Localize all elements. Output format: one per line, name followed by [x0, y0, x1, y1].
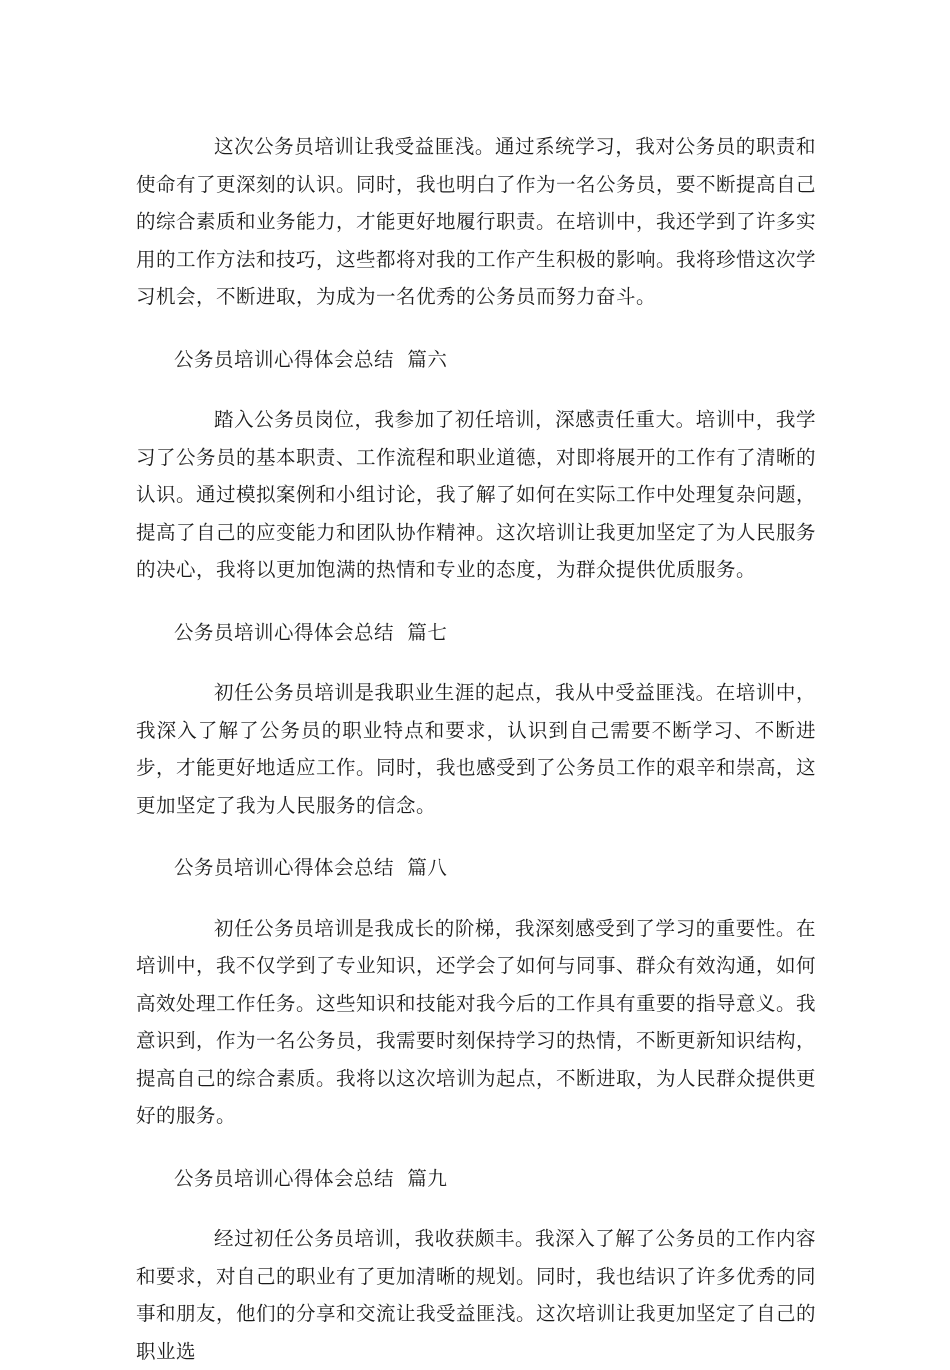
paragraph: 踏入公务员岗位，我参加了初任培训，深感责任重大。培训中，我学习了公务员的基本职责、工作流程和职业道德，对即将展开的工作有了清晰的认识。通过模拟案例和小组讨论，我了解了如何在实际工作中处理复杂问题，提高了自己的应变能力和团队协作精神。这次培训让我更加坚定了为人民服务的决心，我将以更加饱满的热情和专业的态度，为群众提供优质服务。 — [136, 408, 817, 581]
section-heading: 公务员培训心得体会总结 篇九 — [174, 1166, 448, 1190]
document-body — [136, 128, 816, 1370]
paragraph: 经过初任公务员培训，我收获颇丰。我深入了解了公务员的工作内容和要求，对自己的职业有了更加清晰的规划。同时，我也结识了许多优秀的同事和朋友，他们的分享和交流让我受益匪浅。这次培训让我更加坚定了自己的职业选 — [136, 1227, 817, 1363]
paragraph: 初任公务员培训是我成长的阶梯，我深刻感受到了学习的重要性。在培训中，我不仅学到了专业知识，还学会了如何与同事、群众有效沟通，如何高效处理工作任务。这些知识和技能对我今后的工作具有重要的指导意义。我意识到，作为一名公务员，我需要时刻保持学习的热情，不断更新知识结构，提高自己的综合素质。我将以这次培训为起点，不断进取，为人民群众提供更好的服务。 — [136, 916, 817, 1127]
section-heading: 公务员培训心得体会总结 篇八 — [174, 856, 448, 879]
paragraph: 这次公务员培训让我受益匪浅。通过系统学习，我对公务员的职责和使命有了更深刻的认识。同时，我也明白了作为一名公务员，要不断提高自己的综合素质和业务能力，才能更好地履行职责。在培训中，我还学到了许多实用的工作方法和技巧，这些都将对我的工作产生积极的影响。我将珍惜这次学习机会，不断进取，为成为一名优秀的公务员而努力奋斗。 — [136, 135, 817, 308]
section-heading: 公务员培训心得体会总结 篇六 — [174, 347, 448, 371]
section-heading: 公务员培训心得体会总结 篇七 — [174, 620, 448, 644]
paragraph: 初任公务员培训是我职业生涯的起点，我从中受益匪浅。在培训中，我深入了解了公务员的职业特点和要求，认识到自己需要不断学习、不断进步，才能更好地适应工作。同时，我也感受到了公务员工作的艰辛和崇高，这更加坚定了我为人民服务的信念。 — [136, 681, 817, 817]
